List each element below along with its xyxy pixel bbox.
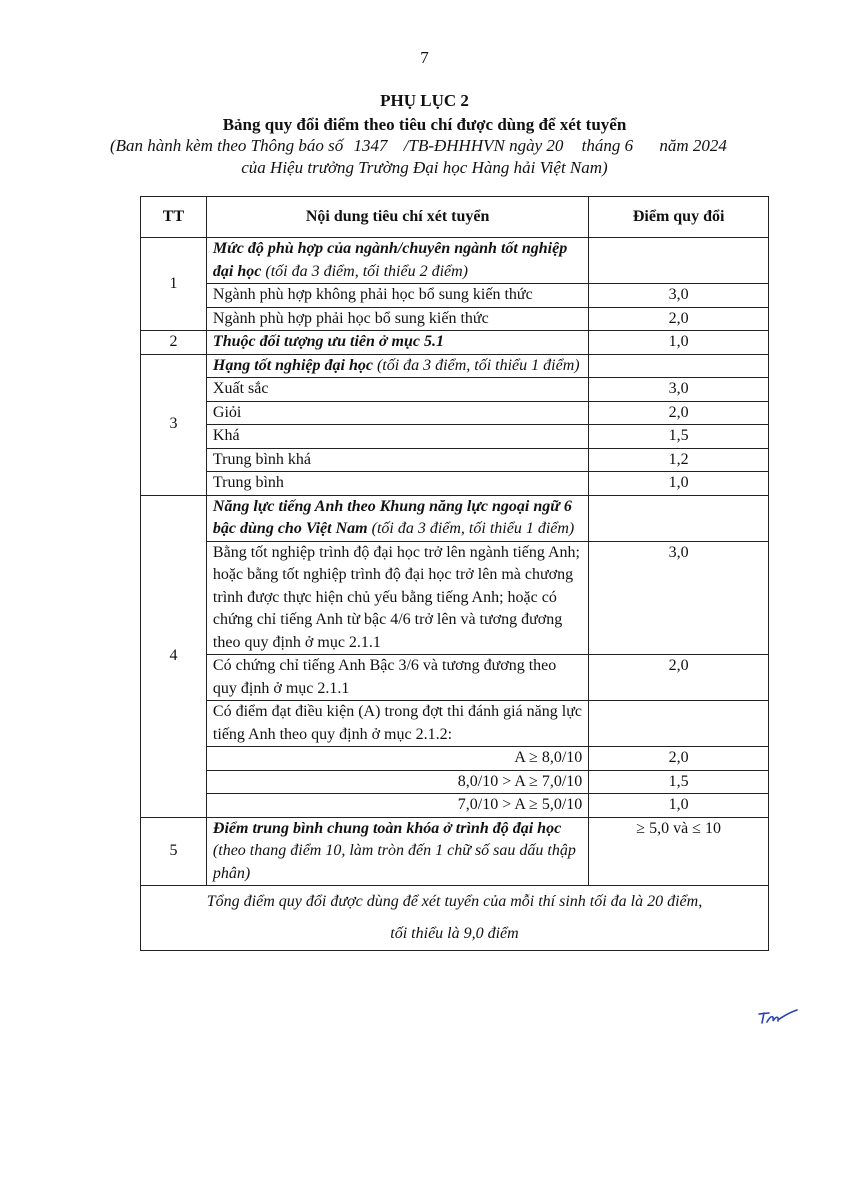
criterion-item: Có chứng chỉ tiếng Anh Bậc 3/6 và tương đương theo quy định ở mục 2.1.1 xyxy=(206,655,588,701)
score-cell: 2,0 xyxy=(589,655,769,701)
criterion-item: Ngành phù hợp không phải học bổ sung kiến thức xyxy=(206,284,588,308)
score-range: A ≥ 8,0/10 xyxy=(206,747,588,771)
page-number: 7 xyxy=(420,48,429,67)
header-tt: TT xyxy=(141,197,207,238)
criterion-item: Trung bình xyxy=(206,472,588,496)
score-range: 7,0/10 > A ≥ 5,0/10 xyxy=(206,794,588,818)
issue-text-a: (Ban hành kèm theo Thông báo số xyxy=(110,136,344,155)
signature-mark xyxy=(755,1006,799,1028)
score-cell: 1,0 xyxy=(589,331,769,355)
row-number: 5 xyxy=(141,817,207,886)
table-row xyxy=(141,495,769,541)
issuer-line: của Hiệu trưởng Trường Đại học Hàng hải Việt Nam) xyxy=(241,158,608,177)
table-row xyxy=(141,284,769,308)
score-cell xyxy=(589,701,769,747)
score-cell: 1,5 xyxy=(589,770,769,794)
table-row xyxy=(141,448,769,472)
table-row xyxy=(141,655,769,701)
score-cell: 1,2 xyxy=(589,448,769,472)
header-score: Điểm quy đổi xyxy=(589,197,769,238)
table-row xyxy=(141,770,769,794)
score-cell xyxy=(589,495,769,541)
appendix-subtitle: Bảng quy đổi điểm theo tiêu chí được dùng để xét tuyển xyxy=(222,115,627,134)
criterion-item: Ngành phù hợp phải học bổ sung kiến thức xyxy=(206,307,588,331)
table-row xyxy=(141,331,769,355)
criterion-item: Xuất sắc xyxy=(206,378,588,402)
table-row xyxy=(141,794,769,818)
row-number: 4 xyxy=(141,495,207,817)
table-row xyxy=(141,307,769,331)
score-cell: 2,0 xyxy=(589,401,769,425)
criteria-table xyxy=(140,196,769,951)
score-cell: 2,0 xyxy=(589,747,769,771)
total-note-line-2: tối thiểu là 9,0 điểm xyxy=(390,925,519,942)
table-header-row xyxy=(141,197,769,238)
score-cell: 3,0 xyxy=(589,284,769,308)
score-cell: 1,5 xyxy=(589,425,769,449)
issue-text-b: /TB-ĐHHHVN ngày 20 xyxy=(403,136,564,155)
issue-month: tháng 6 xyxy=(581,136,634,155)
issue-number: 1347 xyxy=(353,136,388,155)
score-cell: 3,0 xyxy=(589,541,769,655)
score-cell: 3,0 xyxy=(589,378,769,402)
table-row xyxy=(141,378,769,402)
criterion-heading: Thuộc đối tượng ưu tiên ở mục 5.1 xyxy=(206,331,588,355)
table-row xyxy=(141,541,769,655)
criterion-heading: Năng lực tiếng Anh theo Khung năng lực ngoại ngữ 6 bậc dùng cho Việt Nam (tối đa 3 điểm, tối thiểu 1 điểm) xyxy=(206,495,588,541)
criterion-heading: Hạng tốt nghiệp đại học (tối đa 3 điểm, tối thiểu 1 điểm) xyxy=(206,354,588,378)
table-row xyxy=(141,472,769,496)
criterion-item: Giỏi xyxy=(206,401,588,425)
table-row xyxy=(141,747,769,771)
criterion-item: Khá xyxy=(206,425,588,449)
total-note xyxy=(141,886,769,951)
score-cell xyxy=(589,354,769,378)
score-cell: 2,0 xyxy=(589,307,769,331)
row-number: 1 xyxy=(141,238,207,331)
table-footer-row xyxy=(141,886,769,951)
table-row xyxy=(141,817,769,886)
table-row xyxy=(141,425,769,449)
criterion-item: Trung bình khá xyxy=(206,448,588,472)
table-row xyxy=(141,354,769,378)
score-cell: 1,0 xyxy=(589,794,769,818)
header-content: Nội dung tiêu chí xét tuyển xyxy=(206,197,588,238)
score-range: 8,0/10 > A ≥ 7,0/10 xyxy=(206,770,588,794)
criterion-heading: Mức độ phù hợp của ngành/chuyên ngành tốt nghiệp đại học (tối đa 3 điểm, tối thiểu 2 điểm) xyxy=(206,238,588,284)
issue-year: năm 2024 xyxy=(659,136,727,155)
issue-line xyxy=(110,136,810,156)
row-number: 3 xyxy=(141,354,207,495)
criterion-item: Bằng tốt nghiệp trình độ đại học trở lên ngành tiếng Anh; hoặc bằng tốt nghiệp trình độ đại học trở lên mà chương trình được thực hiện chủ yếu bằng tiếng Anh; hoặc có chứng chỉ tiếng Anh từ bậc 4/6 trở lên và tương đương theo quy định ở mục 2.1.1 xyxy=(206,541,588,655)
criterion-heading: Điểm trung bình chung toàn khóa ở trình độ đại học (theo thang điểm 10, làm tròn đến 1 chữ số sau dấu thập phân) xyxy=(206,817,588,886)
score-cell xyxy=(589,238,769,284)
total-note-line-1: Tổng điểm quy đổi được dùng để xét tuyển của mỗi thí sinh tối đa là 20 điểm, xyxy=(206,893,703,910)
table-row xyxy=(141,238,769,284)
table-row xyxy=(141,401,769,425)
score-cell: 1,0 xyxy=(589,472,769,496)
table-row xyxy=(141,701,769,747)
row-number: 2 xyxy=(141,331,207,355)
score-cell: ≥ 5,0 và ≤ 10 xyxy=(589,817,769,886)
criterion-item: Có điểm đạt điều kiện (A) trong đợt thi đánh giá năng lực tiếng Anh theo quy định ở mục 2.1.2: xyxy=(206,701,588,747)
appendix-title: PHỤ LỤC 2 xyxy=(380,91,469,110)
